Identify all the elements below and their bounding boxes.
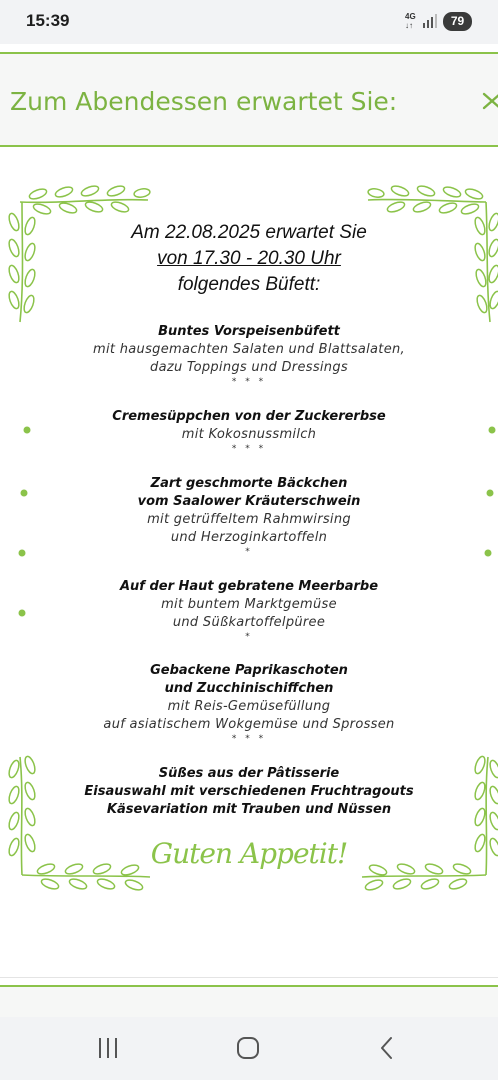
network-indicator — [405, 12, 416, 30]
system-nav-bar — [0, 1017, 498, 1080]
dialog-header — [0, 54, 498, 146]
course-description: mit getrüffeltem Rahmwirsing — [147, 512, 351, 527]
menu-course — [0, 578, 498, 642]
course-description: und Süßkartoffelpüree — [172, 615, 326, 630]
course-description: und Herzoginkartoffeln — [170, 530, 328, 545]
course-description: mit Kokosnussmilch — [181, 427, 317, 442]
course-description: auf asiatischem Wokgemüse und Sprossen — [103, 717, 395, 732]
dialog-title: Zum Abendessen erwartet Sie: — [10, 87, 398, 116]
menu-intro-time-text: von 17.30 - 20.30 Uhr — [157, 248, 341, 269]
course-title: Eisauswahl mit verschiedenen Fruchtragouts — [84, 784, 414, 799]
course-separator: * * * — [231, 734, 267, 744]
course-title: Zart geschmorte Bäckchen — [150, 476, 348, 491]
close-icon[interactable] — [482, 88, 498, 114]
course-description: mit buntem Marktgemüse — [161, 597, 337, 612]
course-description: mit Reis-Gemüsefüllung — [167, 699, 331, 714]
menu-course — [0, 408, 498, 454]
menu-intro-time — [0, 248, 498, 270]
home-icon[interactable] — [237, 1037, 259, 1059]
course-title: Auf der Haut gebratene Meerbarbe — [119, 579, 379, 594]
status-bar — [0, 0, 498, 44]
menu-intro-buffet: folgendes Büfett: — [177, 274, 321, 295]
menu-content — [0, 147, 498, 977]
course-title: vom Saalower Kräuterschwein — [137, 494, 361, 509]
signature-text: Guten Appetit! — [150, 837, 348, 870]
course-title: Buntes Vorspeisenbüfett — [158, 324, 340, 339]
course-separator: * * * — [231, 444, 267, 454]
course-title: Cremesüppchen von der Zuckererbse — [112, 409, 386, 424]
course-title: Gebackene Paprikaschoten — [150, 663, 348, 678]
network-arrows: ↓↑ — [405, 21, 413, 30]
menu-intro-date: Am 22.08.2025 erwartet Sie — [131, 222, 367, 243]
back-icon[interactable] — [378, 1036, 396, 1060]
menu-course — [0, 765, 498, 819]
network-type: 4G — [405, 12, 416, 21]
course-title: und Zucchinischiffchen — [164, 681, 334, 696]
course-description: mit hausgemachten Salaten und Blattsalaten, — [93, 342, 405, 357]
menu-course — [0, 323, 498, 387]
course-separator: * * * — [231, 377, 267, 387]
course-separator: * — [245, 547, 253, 557]
course-title: Süßes aus der Pâtisserie — [158, 766, 340, 781]
footer-gap — [0, 987, 498, 1017]
menu-course — [0, 475, 498, 557]
course-separator: * — [245, 632, 253, 642]
signal-icon — [423, 14, 437, 28]
dialog-footer — [0, 977, 498, 985]
menu-course — [0, 662, 498, 744]
course-title: Käsevariation mit Trauben und Nüssen — [106, 802, 392, 817]
battery-badge: 79 — [443, 12, 472, 31]
course-description: dazu Toppings und Dressings — [150, 360, 348, 375]
recents-icon[interactable] — [99, 1038, 119, 1058]
status-time: 15:39 — [26, 11, 70, 30]
